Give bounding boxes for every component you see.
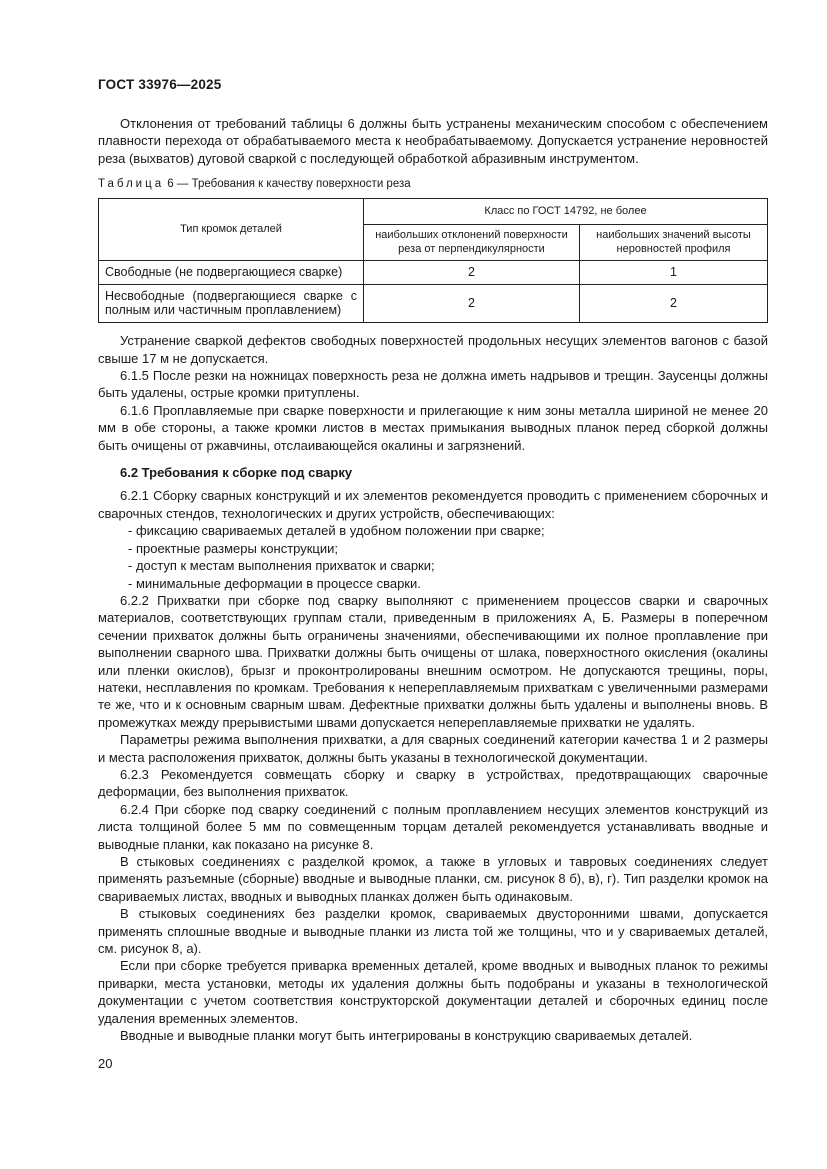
table-header-type: Тип кромок деталей [99,199,364,261]
table-cell-value: 2 [364,261,580,285]
table-caption [98,177,768,192]
table-cell-type: Свободные (не подвергающиеся сварке) [99,261,364,285]
paragraph-6-2-1: 6.2.1 Сборку сварных конструкций и их элементов рекомендуется проводить с применением сборочных и сварочных стендов, технологических и других устройств, обеспечивающих: [98,488,768,521]
list-item: - фиксацию свариваемых деталей в удобном положении при сварке; [128,523,545,539]
table-header-roughness: наибольших значений высоты неровностей профиля [580,225,768,261]
table-cell-value: 2 [580,285,768,323]
table-header-perpendicularity: наибольших отклонений поверхности реза от перпендикулярности [364,225,580,261]
paragraph-6-2-3: 6.2.3 Рекомендуется совмещать сборку и сварку в устройствах, предотвращающих сварочные деформации, без выполнения прихваток. [98,766,768,800]
page-body [98,115,768,1044]
paragraph-intro: Отклонения от требований таблицы 6 должны быть устранены механическим способом с обеспечением плавности перехода от обрабатываемого места к необрабатываемому. Допускается устранение неровностей реза (выхватов) дуговой сваркой с последующей обработкой абразивным инструментом. [98,116,768,166]
table-caption-label: Таблица [98,178,165,191]
paragraph-6-2-2: 6.2.2 Прихватки при сборке под сварку выполняют с применением процессов сварки и сварочных материалов, соответствующих группам стали, приведенным в приложениях А, Б. Размеры в поперечном сечении прихваток должны быть ограничены значениями, обеспечивающими их полное проплавление при выполнении сварного шва. Прихватки должны быть очищены от шлака, поверхностного окисления (окалины или пленки окислов), брызг и проконтролированы внешним осмотром. Не допускаются трещины, поры, натеки, несплавления по кромкам. Требования к непереплавляемым прихваткам с увеличенными размерами те же, что и к основным сварным швам. Дефектные прихватки должны быть удалены и выполнены вновь. В промежутках между прерывистыми швами допускается непереплавляемые прихватки не удалять. [98,592,768,730]
paragraph: Если при сборке требуется приварка временных деталей, кроме вводных и выводных планок то режимы приварки, места установки, методы их удаления должны быть подобраны и указаны в технологической документации с учетом соответствия конструкторской документации деталей и сборочных единиц после удаления временных элементов. [98,958,768,1026]
paragraph: Параметры режима выполнения прихватки, а для сварных соединений категории качества 1 и 2 размеры и места расположения прихваток, должны быть указаны в технологической документации. [98,732,768,765]
paragraph: В стыковых соединениях с разделкой кромок, а также в угловых и тавровых соединениях следует применять разъемные (сборные) вводные и выводные планки, см. рисунок 8 б), в), г). Тип разделки кромок на свариваемых листах, вводных и выводных планках должен быть одинаковым. [98,854,768,904]
list-item: - доступ к местам выполнения прихваток и сварки; [128,558,435,574]
table-6 [98,198,768,323]
table-caption-text: 6 — Требования к качеству поверхности реза [167,178,411,191]
paragraph-6-2-4: 6.2.4 При сборке под сварку соединений с полным проплавлением несущих элементов конструкций из листа толщиной более 5 мм по совмещенным торцам деталей рекомендуется устанавливать вводные и выводные планки, как показано на рисунке 8. [98,801,768,852]
page-number: 20 [98,1056,113,1071]
paragraph: В стыковых соединениях без разделки кромок, свариваемых двусторонними швами, допускается применять сплошные вводные и выводные планки из листа той же толщины, что и у свариваемых деталей, см. рисунок 8, а). [98,906,768,957]
paragraph: Вводные и выводные планки могут быть интегрированы в конструкцию свариваемых деталей. [120,1028,693,1044]
section-title: 6.2 Требования к сборке под сварку [120,465,353,481]
paragraph-6-1-5: 6.1.5 После резки на ножницах поверхность реза не должна иметь надрывов и трещин. Заусенцы должны быть удалены, острые кромки притуплены. [98,368,768,401]
table-row [99,285,768,323]
list-item: - минимальные деформации в процессе сварки. [128,575,421,591]
table-header-class: Класс по ГОСТ 14792, не более [364,199,768,225]
list-item: - проектные размеры конструкции; [128,540,338,556]
paragraph-6-1-6: 6.1.6 Проплавляемые при сварке поверхности и прилегающие к ним зоны металла шириной не менее 20 мм в обе стороны, а также кромки листов в местах примыкания выводных планок перед сборкой должны быть очищены от ржавчины, отслаивающейся окалины и загрязнений. [98,402,768,453]
table-row [99,261,768,285]
table-cell-value: 1 [580,261,768,285]
table-cell-value: 2 [364,285,580,323]
document-header: ГОСТ 33976—2025 [98,77,222,92]
paragraph: Устранение сваркой дефектов свободных поверхностей продольных несущих элементов вагонов с базой свыше 17 м не допускается. [98,333,768,366]
table-cell-type: Несвободные (подвергающиеся сварке с полным или частичным проплавлением) [99,285,364,323]
